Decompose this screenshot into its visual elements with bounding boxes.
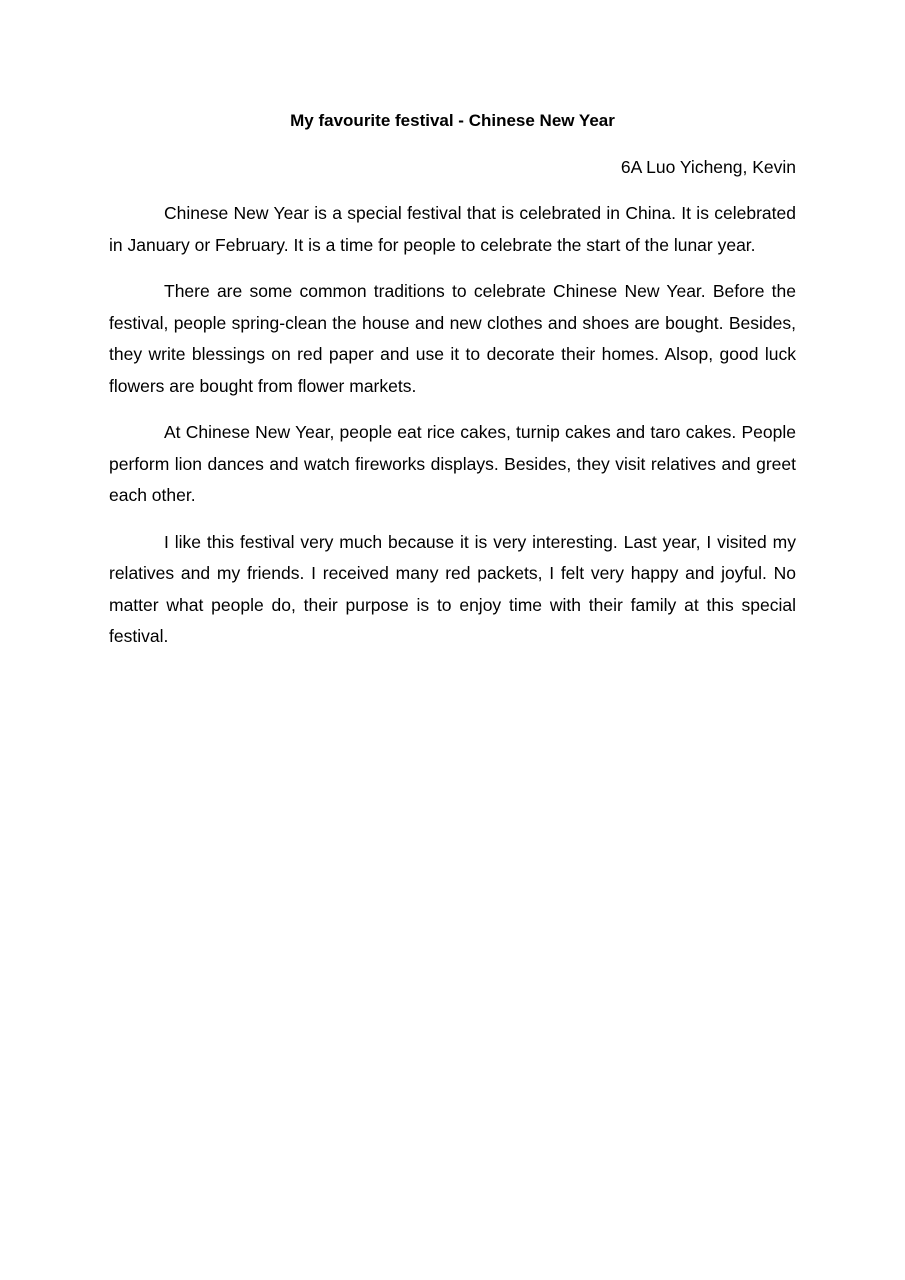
paragraph-conclusion: I like this festival very much because it is very interesting. Last year, I visited my relatives and my friends. I received many red packets, I felt very happy and joyful. No matter what people do, their purpose is to enjoy time with their family at this special festival.: [109, 531, 796, 646]
page-title: My favourite festival - Chinese New Year: [290, 111, 615, 130]
paragraph-activities: At Chinese New Year, people eat rice cakes, turnip cakes and taro cakes. People perform lion dances and watch fireworks displays. Besides, they visit relatives and greet each other.: [109, 422, 796, 505]
paragraph-intro: Chinese New Year is a special festival that is celebrated in China. It is celebrated in January or February. It is a time for people to celebrate the start of the lunar year.: [109, 203, 796, 255]
essay-body: [109, 198, 796, 668]
author-line: 6A Luo Yicheng, Kevin: [620, 157, 796, 177]
paragraph-traditions: There are some common traditions to celebrate Chinese New Year. Before the festival, people spring-clean the house and new clothes and shoes are bought. Besides, they write blessings on red paper and use it to decorate their homes. Alsop, good luck flowers are bought from flower markets.: [109, 281, 796, 396]
